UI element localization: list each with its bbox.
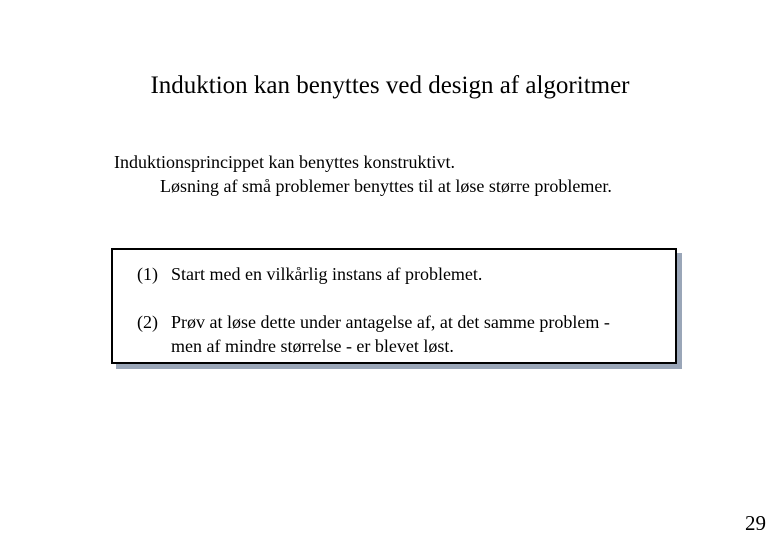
step-2 [137, 310, 610, 358]
step-2-number: (2) [137, 312, 158, 332]
slide-title: Induktion kan benyttes ved design af algoritmer [150, 72, 630, 99]
step-2-text-line-2: men af mindre størrelse - er blevet løst. [171, 336, 454, 356]
intro-line-1: Induktionsprincippet kan benyttes konstruktivt. [114, 152, 455, 172]
step-1-text-line-1: Start med en vilkårlig instans af problemet. [171, 264, 483, 284]
page-number: 29 [745, 511, 766, 535]
steps-box [111, 248, 677, 364]
step-1-number: (1) [137, 264, 158, 284]
intro-line-2: Løsning af små problemer benyttes til at løse større problemer. [160, 176, 612, 196]
step-2-text-line-1: Prøv at løse dette under antagelse af, at det samme problem - [171, 312, 610, 332]
step-1 [137, 262, 482, 286]
intro-text [114, 150, 612, 198]
